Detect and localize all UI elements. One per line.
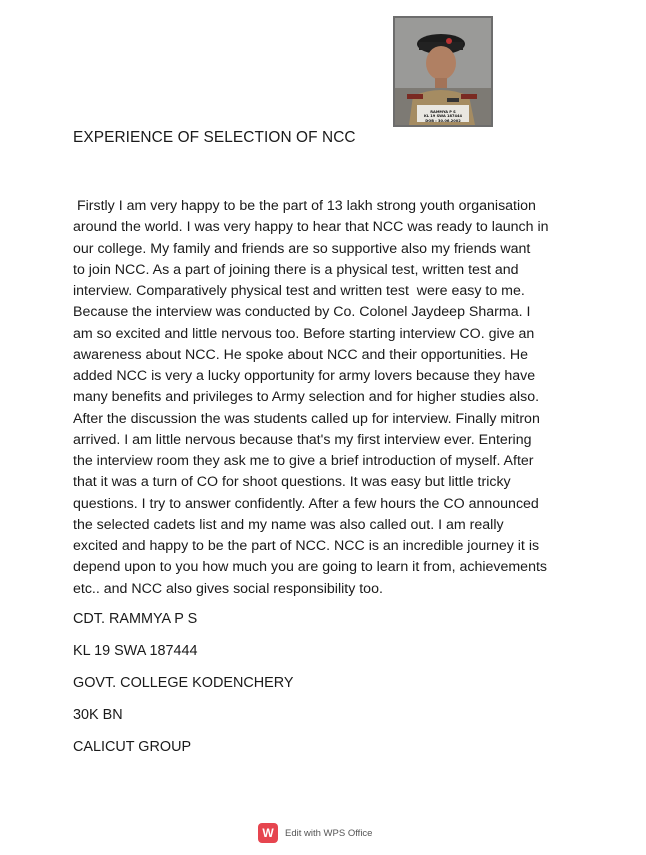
signature-group: CALICUT GROUP xyxy=(73,739,192,755)
body-line: interview. Comparatively physical test and written test were easy to me. xyxy=(73,283,525,299)
wps-watermark[interactable] xyxy=(258,822,372,844)
wps-logo-icon: W xyxy=(258,823,278,843)
body-line: our college. My family and friends are so supportive also my friends want xyxy=(73,240,531,257)
body-line: many benefits and privileges to Army selection and for higher studies also. xyxy=(73,389,540,406)
body-line: awareness about NCC. He spoke about NCC and their opportunities. He xyxy=(73,346,529,363)
body-line: questions. I try to answer confidently. After a few hours the CO announced xyxy=(73,495,539,512)
signature-college: GOVT. COLLEGE KODENCHERY xyxy=(73,675,294,691)
body-line: etc.. and NCC also gives social responsibility too. xyxy=(73,580,383,597)
signature-name: CDT. RAMMYA P S xyxy=(73,611,198,627)
signature-battalion: 30K BN xyxy=(73,707,123,723)
body-line: around the world. I was very happy to hear that NCC was ready to launch in xyxy=(73,219,549,236)
cadet-photo xyxy=(393,16,493,127)
photo-caption-dob: DOB : 30.06.2002 xyxy=(425,118,461,123)
body-line: the interview room they ask me to give a brief introduction of myself. After xyxy=(73,453,534,469)
body-line: Firstly I am very happy to be the part of 13 lakh strong youth organisation xyxy=(73,198,536,214)
body-line: to join NCC. As a part of joining there is a physical test, written test and xyxy=(73,261,519,278)
signature-reg-no: KL 19 SWA 187444 xyxy=(73,643,198,659)
body-line: that it was a turn of CO for shoot questions. It was easy but little tricky xyxy=(73,474,511,491)
body-line: depend upon to you how much you are going to learn it from, achievements xyxy=(73,559,547,576)
photo-caption xyxy=(395,110,491,123)
body-line: After the discussion the was students called up for interview. Finally mitron xyxy=(73,410,540,427)
photo-caption-name: RAMMYA P S xyxy=(430,109,456,114)
document-title: EXPERIENCE OF SELECTION OF NCC xyxy=(73,129,356,146)
document-body xyxy=(73,196,583,600)
body-line: arrived. I am little nervous because that's my first interview ever. Entering xyxy=(73,431,532,448)
photo-caption-reg: KL 19 SWA 187444 xyxy=(423,114,462,119)
wps-edit-label[interactable]: Edit with WPS Office xyxy=(285,827,373,839)
body-line: the selected cadets list and my name was also called out. I am really xyxy=(73,516,504,533)
body-line: Because the interview was conducted by Co. Colonel Jaydeep Sharma. I xyxy=(73,304,531,321)
body-line: excited and happy to be the part of NCC. NCC is an incredible journey it is xyxy=(73,538,540,554)
body-line: added NCC is very a lucky opportunity for army lovers because they have xyxy=(73,368,536,384)
body-line: am so excited and little nervous too. Before starting interview CO. give an xyxy=(73,325,535,342)
